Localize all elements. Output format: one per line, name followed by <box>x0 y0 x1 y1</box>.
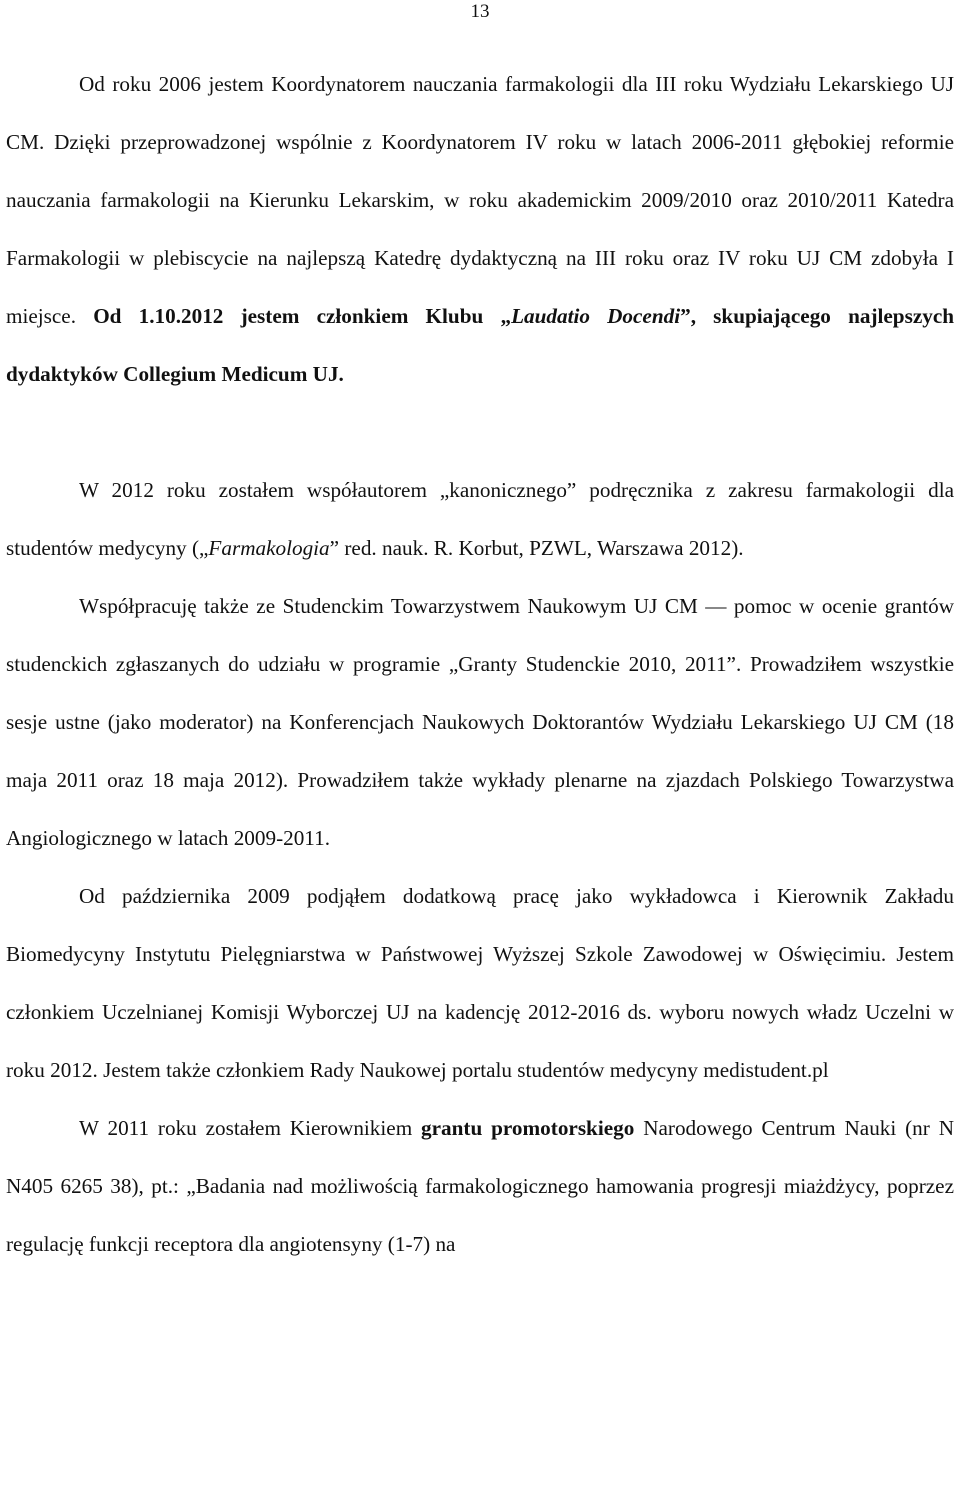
paragraph-text: Od roku 2006 jestem Koordynatorem nauczania farmakologii dla III roku Wydziału Lekarskiego UJ CM. Dzięki przeprowadzonej wspólnie z Koordynatorem IV roku w latach 2006-2011 głębokiej reformie nauczania farmakologii na Kierunku Lekarskim, w roku akademickim 2009/2010 oraz 2010/2011 Katedra Farmakologii w plebiscycie na najlepszą Katedrę dydaktyczną na III roku oraz IV roku UJ CM zdobyła I miejsce. <box>6 72 954 328</box>
page-number: 13 <box>470 1 490 22</box>
paragraph-text: Narodowego Centrum Nauki (nr N N405 6265 38), pt.: „Badania nad możliwością farmakologicznego hamowania progresji miażdżycy, poprzez regulację funkcji receptora dla angiotensyny (1-7) na <box>6 1116 954 1256</box>
club-name: Laudatio Docendi <box>511 304 681 328</box>
grant-name: grantu promotorskiego <box>421 1116 635 1140</box>
paragraph-textbook <box>6 461 954 577</box>
book-title: Farmakologia <box>208 536 330 560</box>
paragraph-text: W 2012 roku zostałem współautorem „kanonicznego” podręcznika z zakresu farmakologii dla studentów medycyny („ <box>6 478 954 560</box>
paragraph-grant <box>6 1099 954 1273</box>
paragraph-bold-text: Od 1.10.2012 jestem członkiem Klubu „ <box>93 304 512 328</box>
paragraph-bold-text: ”, skupiającego najlepszych dydaktyków Collegium Medicum UJ. <box>6 304 955 386</box>
paragraph-text: ” red. nauk. R. Korbut, PZWL, Warszawa 2012). <box>329 536 744 560</box>
paragraph-text: W 2011 roku zostałem Kierownikiem <box>79 1116 422 1140</box>
document-body <box>6 55 954 1273</box>
paragraph-coordinator <box>6 55 954 403</box>
paragraph-student-society: Współpracuję także ze Studenckim Towarzystwem Naukowym UJ CM — pomoc w ocenie grantów studenckich zgłaszanych do udziału w programie „Granty Studenckie 2010, 2011”. Prowadziłem wszystkie sesje ustne (jako moderator) na Konferencjach Naukowych Doktorantów Wydziału Lekarskiego UJ CM (18 maja 2011 oraz 18 maja 2012). Prowadziłem także wykłady plenarne na zjazdach Polskiego Towarzystwa Angiologicznego w latach 2009-2011. <box>6 594 954 850</box>
paragraph-lecturer: Od października 2009 podjąłem dodatkową pracę jako wykładowca i Kierownik Zakładu Biomedycyny Instytutu Pielęgniarstwa w Państwowej Wyższej Szkole Zawodowej w Oświęcimiu. Jestem członkiem Uczelnianej Komisji Wyborczej UJ na kadencję 2012-2016 ds. wyboru nowych władz Uczelni w roku 2012. Jestem także członkiem Rady Naukowej portalu studentów medycyny medistudent.pl <box>6 884 954 1082</box>
